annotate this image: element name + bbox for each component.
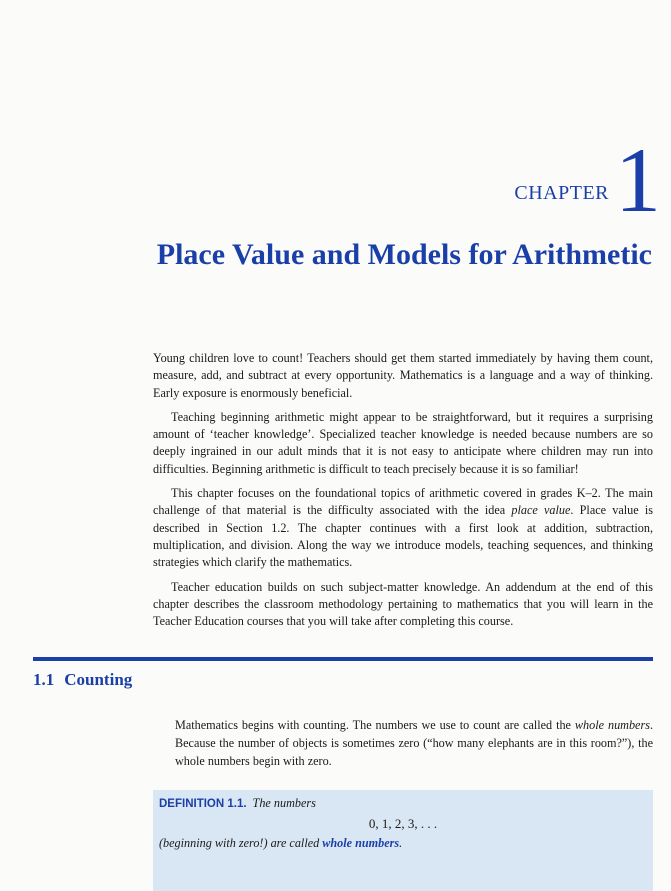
definition-statement (159, 836, 402, 851)
intro-text (153, 350, 653, 637)
section-text-before: Mathematics begins with counting. The numbers we use to count are called the (175, 718, 575, 732)
chapter-number: 1 (615, 129, 661, 231)
focus-text-after: . Place value is described in Section 1.2. The chapter continues with a first look at addition, subtraction, multiplication, and division. Along the way we introduce models, teaching sequences, and thinking strategies which clarify the mathematics. (153, 503, 653, 570)
section-divider (33, 657, 653, 661)
definition-first-line (159, 796, 316, 811)
section-emphasis: whole numbers (574, 718, 650, 732)
definition-label: DEFINITION 1.1. (159, 798, 247, 810)
section-number: 1.1 (33, 670, 55, 689)
intro-paragraph-4: Teacher education builds on such subject-matter knowledge. An addendum at the end of this chapter describes the classroom methodology pertaining to mathematics that you will learn in the Teacher Education courses that you will take after completing this course. (153, 579, 653, 629)
focus-text-before: This chapter focuses on the foundational topics of arithmetic covered in grades K–2. The main challenge of that material is the difficulty associated with the idea (153, 486, 653, 518)
chapter-header (0, 129, 671, 231)
definition-text-after: . (399, 836, 403, 850)
intro-paragraph-2: Teaching beginning arithmetic might appear to be straightforward, but it requires a surprising amount of ‘teacher knowledge’. Specialized teacher knowledge is needed because numbers are so deeply ingrained in our adult minds that it is not easy to anticipate where children may run into difficulties. Beginning arithmetic is difficult to teach precisely because it is so familiar! (153, 409, 653, 476)
intro-paragraph-1: Young children love to count! Teachers should get them started immediately by having them count, measure, add, and subtract at every opportunity. Mathematics is a language and a way of thinking. Early exposure is enormously beneficial. (153, 351, 653, 400)
definition-text-before: (beginning with zero!) are called (159, 836, 323, 850)
section-text-after: . Because the number of objects is sometimes zero (“how many elephants are in this room?”), the whole numbers begin with zero. (175, 718, 653, 768)
definition-intro: The numbers (252, 796, 316, 810)
definition-box (153, 790, 653, 891)
chapter-label: CHAPTER (514, 182, 609, 204)
focus-emphasis: place value (511, 503, 571, 518)
definition-sequence: 0, 1, 2, 3, . . . (368, 816, 438, 831)
chapter-title: Place Value and Models for Arithmetic (156, 238, 652, 271)
section-paragraph (175, 716, 653, 770)
definition-term: whole numbers (322, 836, 400, 850)
section-title: Counting (64, 670, 133, 689)
intro-paragraph-3 (153, 485, 653, 571)
section-heading (33, 670, 132, 690)
